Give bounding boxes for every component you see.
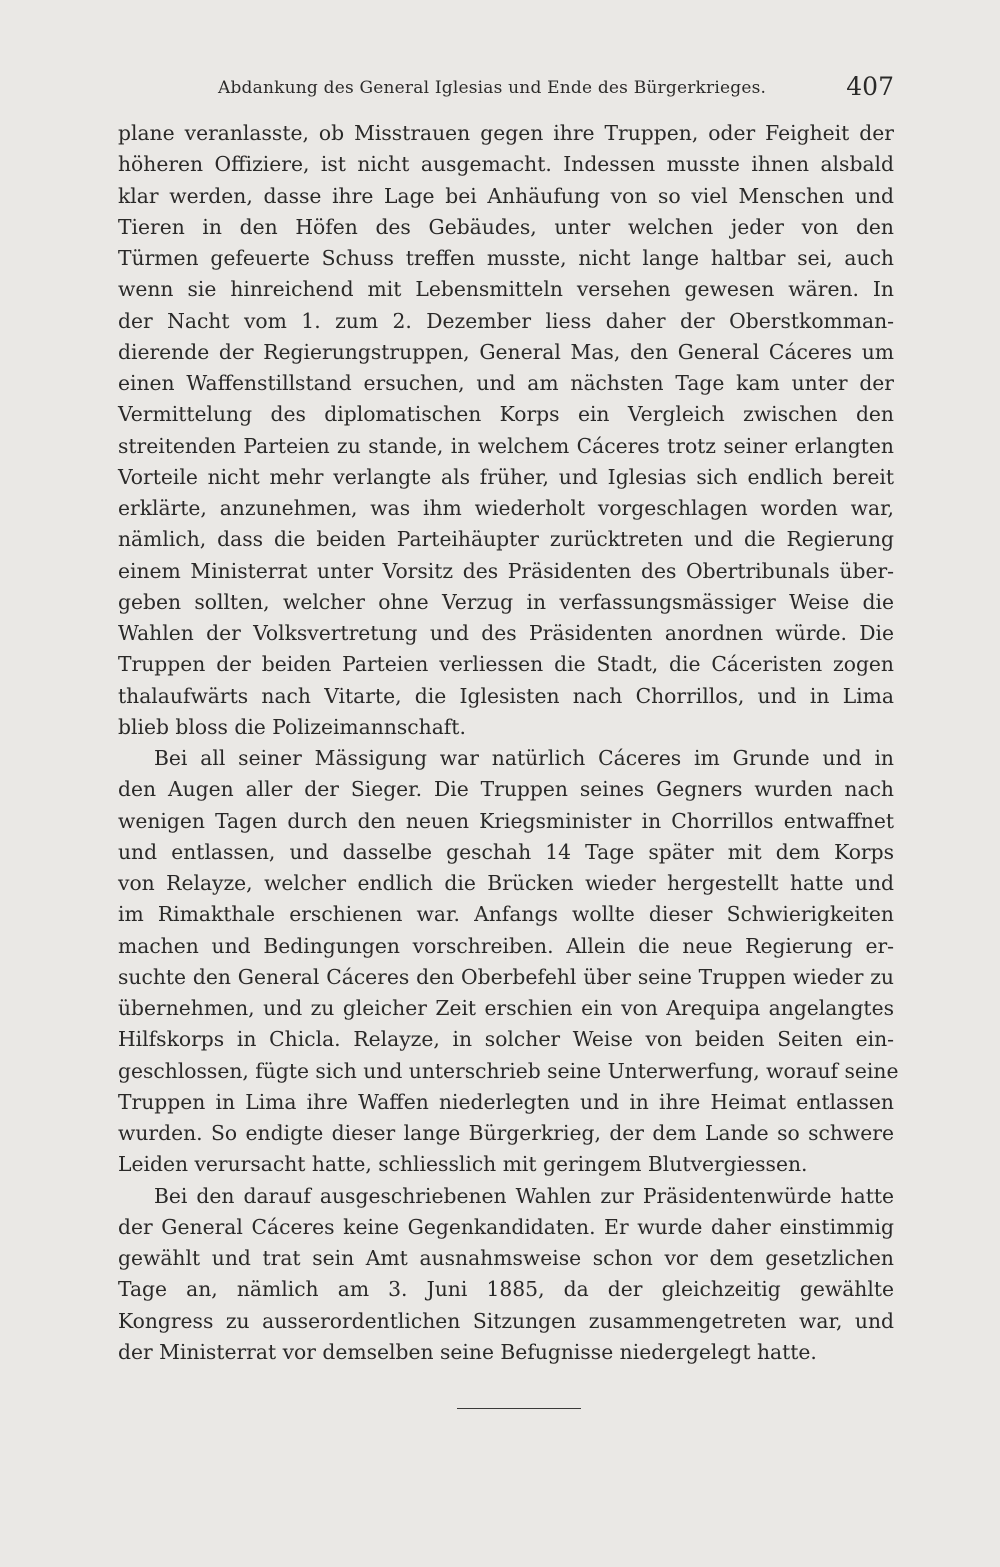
text-line: der General Cáceres keine Gegenkandidaten. Er wurde daher einstimmig [118,1214,894,1239]
text-line: wenigen Tagen durch den neuen Kriegsminister in Chorrillos entwaffnet [118,808,894,833]
text-line: Bei all seiner Mässigung war natürlich Cáceres im Grunde und in [154,746,894,770]
text-line: Türmen gefeuerte Schuss treffen musste, nicht lange haltbar sei, auch [118,246,894,270]
text-line: erklärte, anzunehmen, was ihm wiederholt vorgeschlagen worden war, [118,496,894,520]
text-line: übernehmen, und zu gleicher Zeit erschien ein von Arequipa angelangtes [118,996,894,1020]
paragraph [118,118,894,743]
text-line: plane veranlasste, ob Misstrauen gegen ihre Truppen, oder Feigheit der [118,121,894,145]
text-line: geschlossen, fügte sich und unterschrieb seine Unterwerfung, worauf seine [118,1058,899,1083]
text-line: und entlassen, und dasselbe geschah 14 Tage später mit dem Korps [118,839,894,864]
text-line: geben sollten, welcher ohne Verzug in verfassungsmässiger Weise die [118,589,894,614]
page-header [118,72,898,112]
text-line: Truppen der beiden Parteien verliessen die Stadt, die Cáceristen zogen [118,652,894,677]
text-line: blieb bloss die Polizeimannschaft. [118,714,466,739]
text-line: höheren Offiziere, ist nicht ausgemacht. Indessen musste ihnen alsbald [118,152,894,177]
text-line: Tieren in den Höfen des Gebäudes, unter welchen jeder von den [118,214,894,239]
body-text [118,118,899,1368]
paragraph [118,1181,894,1369]
text-line: Tage an, nämlich am 3. Juni 1885, da der gleichzeitig gewählte [118,1277,894,1302]
text-line: einen Waffenstillstand ersuchen, und am nächsten Tage kam unter der [118,371,894,395]
text-line: der Ministerrat vor demselben seine Befugnisse niedergelegt hatte. [118,1339,817,1364]
text-line: von Relayze, welcher endlich die Brücken wieder hergestellt hatte und [118,871,894,895]
text-line: streitenden Parteien zu stande, in welchem Cáceres trotz seiner erlangten [118,433,894,458]
text-line: wenn sie hinreichend mit Lebensmitteln versehen gewesen wären. In [118,277,894,302]
text-line: Bei den darauf ausgeschriebenen Wahlen zur Präsidentenwürde hatte [154,1183,894,1208]
text-line: Hilfskorps in Chicla. Relayze, in solcher Weise von beiden Seiten ein- [118,1027,894,1052]
text-line: Kongress zu ausserordentlichen Sitzungen zusammengetreten war, und [118,1308,894,1333]
text-line: Wahlen der Volksvertretung und des Präsidenten anordnen würde. Die [118,621,894,645]
text-line: nämlich, dass die beiden Parteihäupter zurücktreten und die Regierung [118,527,894,552]
running-title: Abdankung des General Iglesias und Ende des Bürgerkrieges. [218,78,767,98]
text-line: klar werden, dasse ihre Lage bei Anhäufung von so viel Menschen und [118,183,894,208]
text-line: Vermittelung des diplomatischen Korps ein Vergleich zwischen den [118,402,894,427]
page-number: 407 [846,72,894,101]
section-end-rule [457,1408,581,1409]
text-line: Truppen in Lima ihre Waffen niederlegten und in ihre Heimat entlassen [118,1089,894,1114]
text-line: einem Ministerrat unter Vorsitz des Präsidenten des Obertribunals über- [118,558,894,583]
text-line: thalaufwärts nach Vitarte, die Iglesisten nach Chorrillos, und in Lima [118,683,894,708]
text-line: wurden. So endigte dieser lange Bürgerkrieg, der dem Lande so schwere [118,1121,894,1145]
text-line: machen und Bedingungen vorschreiben. Allein die neue Regierung er- [118,933,894,958]
text-line: der Nacht vom 1. zum 2. Dezember liess daher der Oberstkomman- [118,308,894,333]
text-line: suchte den General Cáceres den Oberbefehl über seine Truppen wieder zu [118,964,894,989]
text-line: den Augen aller der Sieger. Die Truppen seines Gegners wurden nach [118,777,894,802]
text-line: Leiden verursacht hatte, schliesslich mit geringem Blutvergiessen. [118,1152,808,1177]
paragraph [118,743,899,1181]
text-line: dierende der Regierungstruppen, General Mas, den General Cáceres um [118,339,894,364]
text-line: im Rimakthale erschienen war. Anfangs wollte dieser Schwierigkeiten [118,902,894,927]
text-line: gewählt und trat sein Amt ausnahmsweise schon vor dem gesetzlichen [118,1246,894,1270]
text-line: Vorteile nicht mehr verlangte als früher, und Iglesias sich endlich bereit [118,464,894,489]
